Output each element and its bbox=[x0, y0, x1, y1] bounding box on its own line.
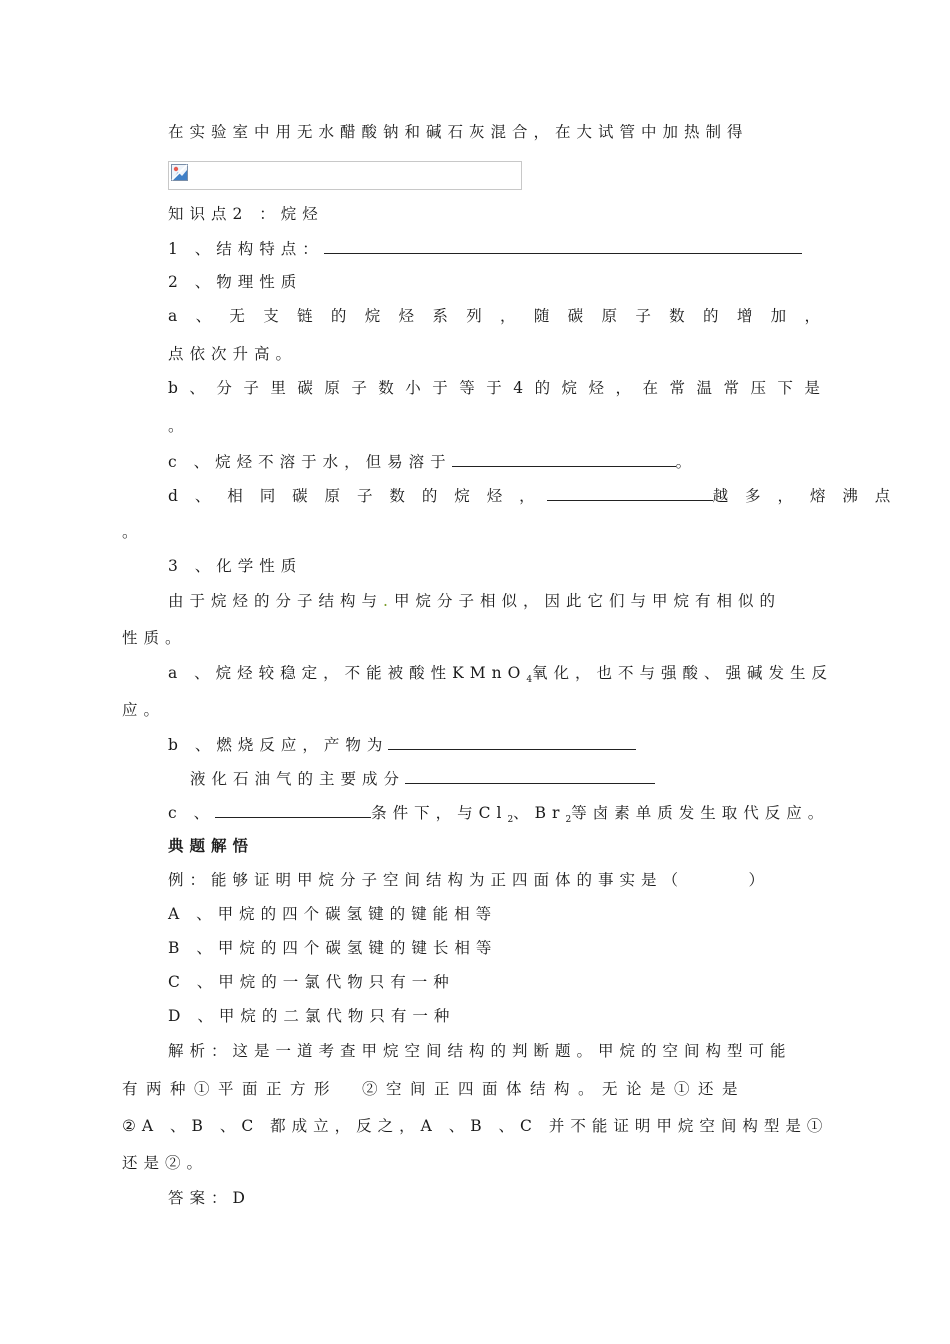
text-line: 。 bbox=[168, 417, 190, 435]
text-line: b 、燃烧反应，产物为 bbox=[168, 734, 636, 755]
text-line: c 、 条件下，与$Cl_2$、$Br_2$等卤素单质发生取代反应。 bbox=[168, 804, 830, 826]
text-line-justified: a 、 无 支 链 的 烷 烃 系 列 ， 随 碳 原 子 数 的 增 加 ， bbox=[168, 307, 820, 325]
section-heading: 典题解悟 bbox=[168, 836, 255, 855]
answer-text: 答案：D bbox=[168, 1189, 251, 1207]
choice-d: D 、甲烷的二氯代物只有一种 bbox=[168, 1007, 456, 1025]
text-line: d 、 相 同 碳 原 子 数 的 烷 烃 ， 越 多 ， 熔 沸 点 bbox=[168, 487, 897, 505]
analysis-text: 还是②。 bbox=[122, 1154, 209, 1172]
text-line: 应。 bbox=[122, 701, 166, 719]
analysis-text: ②A 、B 、C 都成立，反之，A 、B 、C 并不能证明甲烷空间构型是① bbox=[122, 1117, 829, 1135]
text-line: 由于烷烃的分子结构与.甲烷分子相似，因此它们与甲烷有相似的 bbox=[168, 592, 781, 610]
choice-c: C 、甲烷的一氯代物只有一种 bbox=[168, 973, 455, 991]
section-heading: 知识点2 ：烷烃 bbox=[168, 205, 324, 223]
text-line: 1 、结构特点： bbox=[168, 238, 802, 259]
text-line: 。 bbox=[122, 523, 144, 541]
text-line: 性质。 bbox=[122, 629, 187, 647]
text-line: 在实验室中用无水醋酸钠和碱石灰混合，在大试管中加热制得 bbox=[168, 123, 749, 141]
text-line: 2 、物理性质 bbox=[168, 273, 303, 291]
text-line-justified: b 、 分 子 里 碳 原 子 数 小 于 等 于 4 的 烷 烃 ， 在 常 温 常 压 下 是 bbox=[168, 379, 820, 397]
text-line: a 、烷烃较稳定，不能被酸性KMnO$_4$氧化，也不与强酸、强碱发生反 bbox=[168, 664, 834, 686]
fill-blank bbox=[452, 451, 676, 467]
fill-blank bbox=[324, 238, 802, 254]
fill-blank bbox=[215, 802, 371, 818]
fill-blank bbox=[547, 485, 713, 501]
image-placeholder bbox=[168, 161, 522, 190]
analysis-text: 有两种①平面正方形 ②空间正四面体结构。无论是①还是 bbox=[122, 1080, 747, 1098]
analysis-text: 解析：这是一道考查甲烷空间结构的判断题。甲烷的空间构型可能 bbox=[168, 1042, 792, 1060]
text-line: c 、烷烃不溶于水，但易溶于 。 bbox=[168, 453, 698, 471]
text-line: 3 、化学性质 bbox=[168, 557, 303, 575]
choice-a: A 、甲烷的四个碳氢键的键能相等 bbox=[168, 905, 498, 923]
fill-blank bbox=[388, 734, 636, 750]
broken-image-icon bbox=[171, 164, 188, 181]
text-line: 液化石油气的主要成分 bbox=[190, 768, 655, 789]
fill-blank bbox=[405, 768, 655, 784]
choice-b: B 、甲烷的四个碳氢键的键长相等 bbox=[168, 939, 498, 957]
text-line: 点依次升高。 bbox=[168, 345, 298, 363]
question-stem: 例：能够证明甲烷分子空间结构为正四面体的事实是（ ） bbox=[168, 871, 771, 889]
